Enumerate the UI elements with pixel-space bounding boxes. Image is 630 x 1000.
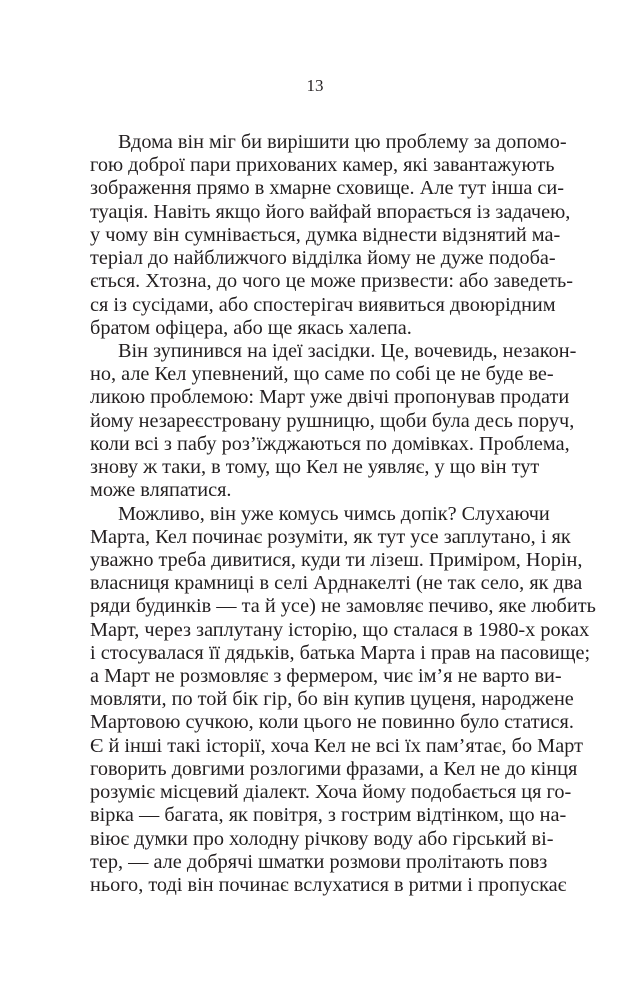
text-line: туація. Навіть якщо його вайфай впорається із задачею, [90,200,571,223]
text-line: уважно треба дивитися, куди ти лізеш. Приміром, Норін, [90,548,583,571]
text-line: Є й інші такі історії, хоча Кел не всі їх пам’ятає, бо Март [90,734,583,757]
text-line: нього, тоді він починає вслухатися в ритми і пропускає [90,874,567,896]
text-line: ється. Хтозна, до чого це може призвести: або заведеть- [90,270,573,293]
text-line: ся із сусідами, або спостерігач виявиться двоюрідним [90,293,556,316]
text-line: гою доброї пари прихованих камер, які завантажують [90,154,555,177]
text-line: може вляпатися. [90,479,232,502]
text-line: Можливо, він уже комусь чимсь допік? Слухаючи [118,502,550,525]
text-line: Він зупинився на ідеї засідки. Це, вочевидь, незакон- [118,339,577,362]
text-line: йому незареєстровану рушницю, щоби була десь поруч, [90,409,575,432]
body-text [90,131,596,897]
text-line: і стосувалася її дядьків, батька Марта і прав на пасовище; [90,641,591,664]
text-line: Мартовою сучкою, коли цього не повинно було статися. [90,711,574,734]
text-line: зображення прямо в хмарне сховище. Але тут інша си- [90,177,564,200]
text-line: теріал до найближчого відділка йому не дуже подоба- [90,247,556,270]
text-line: но, але Кел упевнений, що саме по собі це не буде ве- [90,363,554,386]
text-line: братом офіцера, або ще якась халепа. [90,316,412,339]
text-line: Вдома він міг би вирішити цю проблему за допомо- [118,131,567,153]
paragraph [90,502,596,898]
text-line: говорить довгими розлогими фразами, а Кел не до кінця [90,757,578,780]
text-line: вірка — багата, як повітря, з гострим відтінком, що на- [90,804,567,827]
page-number: 13 [306,76,324,95]
text-line: а Март не розмовляє з фермером, чиє ім’я не варто ви- [90,665,562,688]
text-line: Марта, Кел починає розуміти, як тут усе заплутано, і як [90,525,571,548]
text-line: мовляти, по той бік гір, бо він купив цуценя, народжене [90,688,574,711]
text-line: ряди будинків — та й усе) не замовляє печиво, яке любить [90,595,596,618]
paragraph [90,131,573,340]
text-line: віює думки про холодну річкову воду або гірський ві- [90,827,554,850]
text-line: Март, через заплутану історію, що сталася в 1980-х роках [90,618,590,641]
text-line: тер, — але добрячі шматки розмови пролітають повз [90,850,548,873]
text-line: розуміє місцевий діалект. Хоча йому подобається ця го- [90,781,572,804]
text-line: знову ж таки, в тому, що Кел не уявляє, у що він тут [90,456,540,479]
text-line: власниця крамниці в селі Арднакелті (не так село, як два [90,572,583,595]
paragraph [90,339,577,503]
text-line: у чому він сумнівається, думка віднести відзнятий ма- [90,223,561,246]
text-line: ликою проблемою: Март уже двічі пропонував продати [90,386,570,409]
text-line: коли всі з пабу роз’їжджаються по домівках. Проблема, [90,432,570,455]
